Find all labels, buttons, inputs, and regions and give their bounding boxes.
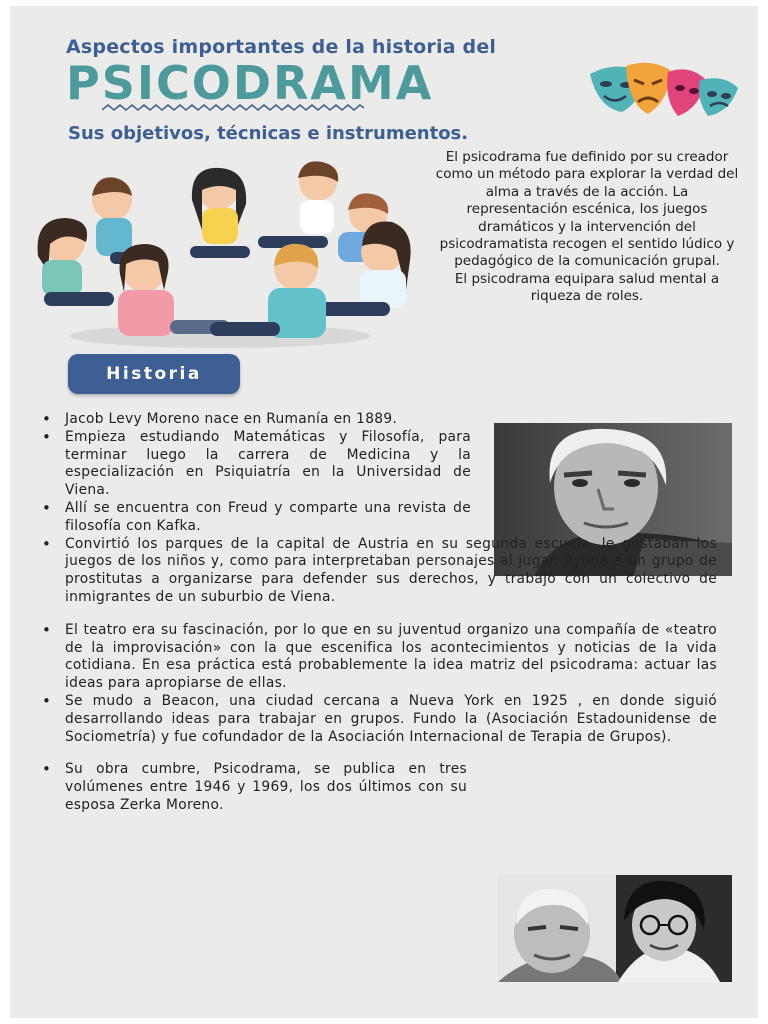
wave-divider bbox=[102, 103, 364, 117]
historia-bullet-list bbox=[40, 411, 728, 815]
list-item: • Su obra cumbre, Psicodrama, se publica en tres volúmenes entre 1946 y 1969, los dos últimos con su esposa Zerka Moreno. bbox=[40, 761, 467, 814]
list-item: • Convirtió los parques de la capital de Austria en su segunda escuela, le gustaban los juegos de los niños y, como para interpretaban personajes al jugar. Ayuda a un grupo de prostitutas a organizarse para defender sus derechos, y trabajo con un colectivo de inmigrantes de un suburbio de Viena. bbox=[40, 536, 717, 607]
page-subtitle: Sus objetivos, técnicas e instrumentos. bbox=[68, 123, 469, 144]
theater-masks-icon bbox=[582, 58, 742, 120]
children-circle-illustration bbox=[20, 160, 420, 356]
intro-paragraph-2: El psicodrama equipara salud mental a riqueza de roles. bbox=[454, 270, 720, 305]
list-item: • Se mudo a Beacon, una ciudad cercana a Nueva York en 1925 , en donde siguió desarrollando ideas para trabajar en grupos. Fundo la (Asociación Estadounidense de Sociometría) y fue cofundador de la Asociación Internacional de Terapia de Grupos). bbox=[40, 693, 717, 746]
list-item: • El teatro era su fascinación, por lo que en su juventud organizo una compañía de «teatro de la improvisación» con la que escenifica los acontecimientos y noticias de la vida cotidiana. En esa práctica está probablemente la idea matriz del psicodrama: actuar las ideas para apropiarse de ellas. bbox=[40, 622, 717, 693]
poster bbox=[10, 6, 758, 1018]
intro-paragraph-1: El psicodrama fue definido por su creador como un método para explorar la verdad del alma a través de la acción. La representación escénica, los juegos dramáticos y la intervención del psicodramatista recogen el sentido lúdico y pedagógico de la comunicación grupal. bbox=[435, 149, 739, 270]
intro-text bbox=[434, 149, 740, 306]
header-top-line: Aspectos importantes de la historia del bbox=[66, 36, 497, 58]
list-item: • Allí se encuentra con Freud y comparte una revista de filosofía con Kafka. bbox=[40, 500, 471, 536]
page-title: PSICODRAMA bbox=[66, 56, 434, 110]
list-item: • Jacob Levy Moreno nace en Rumanía en 1889. bbox=[40, 411, 471, 429]
list-item: • Empieza estudiando Matemáticas y Filosofía, para terminar luego la carrera de Medicina y la especialización en Psiquiatría en la Universidad de Viena. bbox=[40, 429, 471, 500]
historia-section-label: Historia bbox=[68, 354, 240, 394]
moreno-and-zerka-photo bbox=[498, 875, 732, 982]
